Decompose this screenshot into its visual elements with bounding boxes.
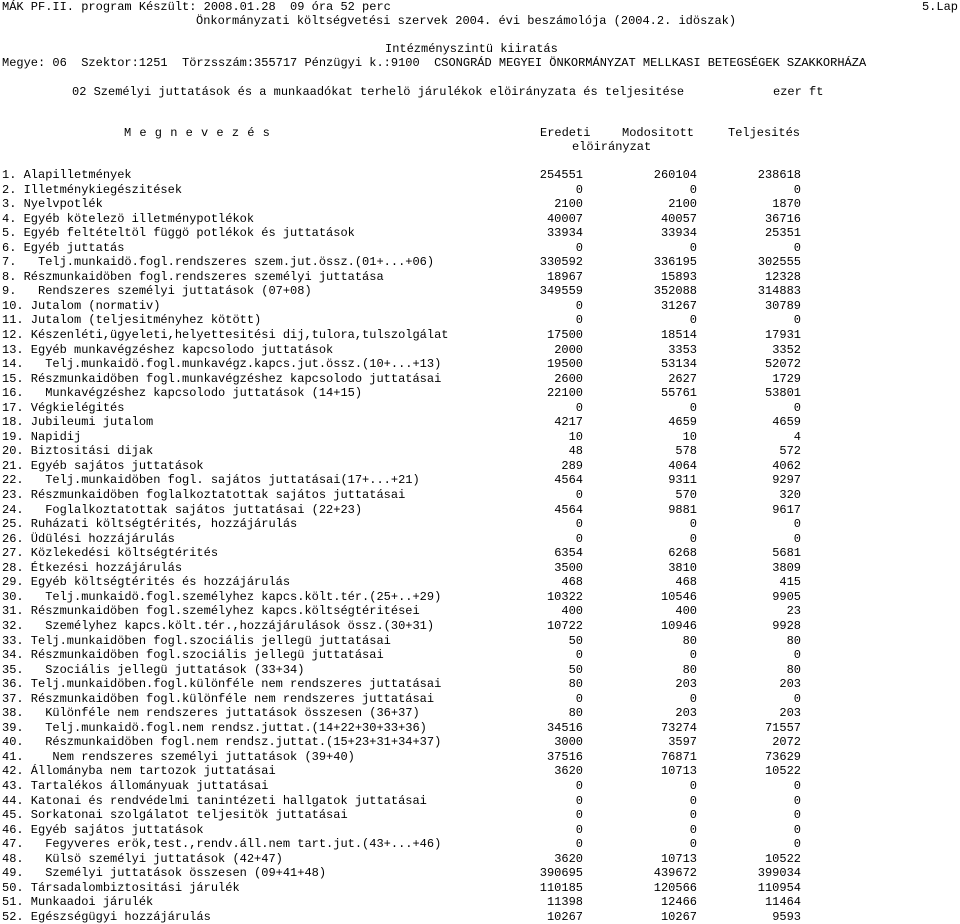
row-label: 24. Foglalkoztatottak sajátos juttatásai (22+23) [2,502,363,517]
table-row [0,532,960,547]
table-row [0,444,960,459]
value-completed: 110954 [757,880,801,895]
value-modified: 0 [689,822,697,837]
value-original: 10322 [546,589,583,604]
table-row [0,852,960,867]
value-original: 4564 [554,473,583,488]
value-original: 10722 [546,618,583,633]
value-completed: 320 [779,488,801,503]
value-original: 390695 [539,866,583,881]
row-label: 30. Telj.munkaidö.fogl.személyhez kapcs.költ.tér.(25+..+29) [2,589,442,604]
value-completed: 1729 [772,371,801,386]
value-completed: 0 [793,778,801,793]
value-original: 50 [568,662,583,677]
section-title: 02 Személyi juttatások és a munkaadókat terhelö járulékok elöirányzata és teljesitése [72,85,685,99]
value-modified: 400 [675,604,697,619]
table-row [0,284,960,299]
row-label: 18. Jubileumi jutalom [2,415,154,430]
value-completed: 0 [793,182,801,197]
table-row [0,299,960,314]
value-original: 50 [568,633,583,648]
table-row [0,619,960,634]
row-label: 41. Nem rendszeres személyi juttatások (39+40) [2,749,355,764]
row-label: 20. Biztositási dijak [2,444,154,459]
value-modified: 18514 [660,328,697,343]
table-row [0,357,960,372]
value-original: 400 [561,604,583,619]
row-label: 16. Munkavégzéshez kapcsolodo juttatások (14+15) [2,386,363,401]
value-original: 3000 [554,735,583,750]
value-completed: 9297 [772,473,801,488]
value-completed: 0 [793,240,801,255]
table-row [0,794,960,809]
table-row [0,692,960,707]
value-modified: 53134 [660,357,697,372]
row-label: 10. Jutalom (normativ) [2,298,161,313]
row-label: 48. Külsö személyi juttatások (42+47) [2,851,283,866]
table-row [0,386,960,401]
value-original: 0 [575,182,583,197]
value-modified: 203 [675,706,697,721]
row-label: 47. Fegyveres erök,test.,rendv.áll.nem tart.jut.(43+...+46) [2,837,442,852]
value-original: 34516 [546,720,583,735]
value-original: 6354 [554,546,583,561]
report-header-left: MÁK PF.II. program Készült: 2008.01.28 09 óra 52 perc [2,0,391,14]
value-completed: 9617 [772,502,801,517]
value-original: 0 [575,793,583,808]
value-completed: 3809 [772,560,801,575]
table-row [0,415,960,430]
value-modified: 0 [689,837,697,852]
value-completed: 203 [779,677,801,692]
row-label: 8. Részmunkaidöben fogl.rendszeres személyi juttatása [2,269,384,284]
value-original: 17500 [546,328,583,343]
value-completed: 80 [786,662,801,677]
table-row [0,473,960,488]
value-completed: 9928 [772,618,801,633]
row-label: 35. Szociális jellegü juttatások (33+34) [2,662,305,677]
value-modified: 4064 [668,458,697,473]
value-original: 10267 [546,909,583,924]
value-original: 0 [575,313,583,328]
value-completed: 415 [779,575,801,590]
table-row [0,721,960,736]
table-row [0,313,960,328]
value-original: 4217 [554,415,583,430]
value-completed: 0 [793,531,801,546]
value-original: 0 [575,517,583,532]
row-label: 3. Nyelvpotlék [2,197,103,212]
value-modified: 439672 [653,866,697,881]
value-modified: 10267 [660,909,697,924]
value-modified: 0 [689,531,697,546]
value-completed: 10522 [764,764,801,779]
row-label: 33. Telj.munkaidöben fogl.szociális jellegü juttatásai [2,633,391,648]
table-row [0,779,960,794]
value-original: 0 [575,298,583,313]
value-modified: 468 [675,575,697,590]
row-label: 29. Egyéb költségtérités és hozzájárulás [2,575,291,590]
row-label: 39. Telj.munkaidö.fogl.nem rendsz.juttat.(14+22+30+33+36) [2,720,427,735]
value-completed: 9593 [772,909,801,924]
row-label: 38. Különféle nem rendszeres juttatások összesen (36+37) [2,706,420,721]
value-modified: 570 [675,488,697,503]
data-table [0,168,960,924]
value-completed: 0 [793,517,801,532]
row-label: 46. Egyéb sajátos juttatások [2,822,204,837]
row-label: 13. Egyéb munkavégzéshez kapcsolodo juttatások [2,342,334,357]
row-label: 34. Részmunkaidöben fogl.szociális jellegü juttatásai [2,648,384,663]
row-label: 2. Illetménykiegészitések [2,182,183,197]
value-completed: 0 [793,400,801,415]
value-original: 19500 [546,357,583,372]
row-label: 1. Alapilletmények [2,168,132,182]
value-modified: 0 [689,182,697,197]
value-modified: 10 [682,429,697,444]
row-label: 11. Jutalom (teljesitményhez kötött) [2,313,262,328]
value-completed: 5681 [772,546,801,561]
value-modified: 80 [682,662,697,677]
table-row [0,546,960,561]
table-row [0,488,960,503]
value-modified: 260104 [653,168,697,182]
row-label: 31. Részmunkaidöben fogl.személyhez kapcs.költségtéritései [2,604,420,619]
table-row [0,677,960,692]
value-modified: 0 [689,808,697,823]
value-modified: 0 [689,778,697,793]
table-row [0,750,960,765]
row-label: 43. Tartalékos állományuak juttatásai [2,778,269,793]
table-row [0,372,960,387]
row-label: 36. Telj.munkaidöben.fogl.különféle nem rendszeres juttatásai [2,677,442,692]
table-row [0,881,960,896]
value-completed: 10522 [764,851,801,866]
value-original: 289 [561,458,583,473]
value-completed: 572 [779,444,801,459]
value-modified: 578 [675,444,697,459]
value-original: 33934 [546,226,583,241]
value-modified: 10713 [660,851,697,866]
value-modified: 0 [689,313,697,328]
value-completed: 0 [793,822,801,837]
value-original: 0 [575,837,583,852]
value-original: 80 [568,677,583,692]
value-original: 254551 [539,168,583,182]
table-row [0,910,960,924]
value-modified: 55761 [660,386,697,401]
value-modified: 0 [689,517,697,532]
value-modified: 31267 [660,298,697,313]
value-modified: 80 [682,633,697,648]
value-original: 0 [575,808,583,823]
value-modified: 0 [689,240,697,255]
row-label: 45. Sorkatonai szolgálatot teljesitök juttatásai [2,808,348,823]
row-label: 23. Részmunkaidöben foglalkoztatottak sajátos juttatásai [2,488,406,503]
row-label: 5. Egyéb feltételtöl függö potlékok és juttatások [2,226,355,241]
value-original: 0 [575,400,583,415]
table-row [0,241,960,256]
table-row [0,561,960,576]
value-original: 468 [561,575,583,590]
value-completed: 71557 [764,720,801,735]
value-original: 11398 [546,895,583,910]
table-row [0,459,960,474]
value-completed: 1870 [772,197,801,212]
table-row [0,823,960,838]
value-completed: 53801 [764,386,801,401]
value-modified: 336195 [653,255,697,270]
value-modified: 3597 [668,735,697,750]
row-label: 50. Társadalombiztositási járulék [2,880,240,895]
value-modified: 3353 [668,342,697,357]
value-original: 110185 [539,880,583,895]
value-modified: 40057 [660,211,697,226]
value-original: 2100 [554,197,583,212]
value-completed: 9905 [772,589,801,604]
row-label: 7. Telj.munkaidö.fogl.rendszeres szem.jut.össz.(01+...+06) [2,255,435,270]
value-modified: 352088 [653,284,697,299]
report-type: Intézményszintü kiiratás [385,42,558,56]
value-modified: 33934 [660,226,697,241]
value-original: 80 [568,706,583,721]
value-modified: 0 [689,691,697,706]
row-label: 25. Ruházati költségtérités, hozzájárulás [2,517,298,532]
row-label: 52. Egészségügyi hozzájárulás [2,909,211,924]
unit-label: ezer ft [773,85,824,99]
table-row [0,764,960,779]
value-completed: 4062 [772,458,801,473]
value-original: 18967 [546,269,583,284]
value-completed: 203 [779,706,801,721]
value-original: 4564 [554,502,583,517]
value-completed: 11464 [764,895,801,910]
value-modified: 76871 [660,749,697,764]
value-original: 0 [575,778,583,793]
row-label: 28. Étkezési hozzájárulás [2,560,183,575]
table-row [0,706,960,721]
table-row [0,401,960,416]
value-completed: 23 [786,604,801,619]
value-completed: 80 [786,633,801,648]
value-completed: 12328 [764,269,801,284]
row-label: 6. Egyéb juttatás [2,240,125,255]
value-completed: 0 [793,808,801,823]
row-label: 49. Személyi juttatások összesen (09+41+48) [2,866,327,881]
value-original: 22100 [546,386,583,401]
table-row [0,183,960,198]
value-completed: 314883 [757,284,801,299]
value-completed: 2072 [772,735,801,750]
value-completed: 4659 [772,415,801,430]
value-original: 40007 [546,211,583,226]
row-label: 42. Állományba nem tartozok juttatásai [2,764,276,779]
row-label: 12. Készenléti,ügyeleti,helyettesitési dij,tulora,tulszolgálat [2,328,449,343]
value-completed: 30789 [764,298,801,313]
value-original: 0 [575,240,583,255]
value-original: 48 [568,444,583,459]
row-label: 21. Egyéb sajátos juttatások [2,458,204,473]
table-row [0,270,960,285]
value-original: 3620 [554,764,583,779]
value-completed: 36716 [764,211,801,226]
value-completed: 25351 [764,226,801,241]
page-number: 5.Lap [921,0,958,14]
row-label: 40. Részmunkaidöben fogl.nem rendsz.juttat.(15+23+31+34+37) [2,735,442,750]
value-modified: 9881 [668,502,697,517]
row-label: 44. Katonai és rendvédelmi tanintézeti hallgatok juttatásai [2,793,427,808]
value-completed: 302555 [757,255,801,270]
value-original: 0 [575,488,583,503]
row-label: 26. Üdülési hozzájárulás [2,531,175,546]
value-modified: 0 [689,400,697,415]
value-original: 349559 [539,284,583,299]
value-completed: 0 [793,313,801,328]
value-modified: 4659 [668,415,697,430]
row-label: 4. Egyéb kötelezö illetménypotlékok [2,211,255,226]
value-completed: 399034 [757,866,801,881]
table-row [0,634,960,649]
value-completed: 0 [793,793,801,808]
value-completed: 0 [793,837,801,852]
table-row [0,735,960,750]
value-completed: 73629 [764,749,801,764]
table-row [0,430,960,445]
row-label: 27. Közlekedési költségtérités [2,546,219,561]
row-label: 15. Részmunkaidöben fogl.munkavégzéshez kapcsolodo juttatásai [2,371,442,386]
table-row [0,328,960,343]
table-row [0,575,960,590]
row-label: 9. Rendszeres személyi juttatások (07+08) [2,284,312,299]
value-completed: 238618 [757,168,801,182]
value-modified: 120566 [653,880,697,895]
table-row [0,168,960,183]
column-header-modified: Modositott [622,126,695,140]
value-modified: 6268 [668,546,697,561]
value-completed: 52072 [764,357,801,372]
table-row [0,663,960,678]
value-modified: 203 [675,677,697,692]
value-original: 37516 [546,749,583,764]
value-original: 3620 [554,851,583,866]
value-original: 0 [575,648,583,663]
table-row [0,648,960,663]
column-header-original: Eredeti [540,126,591,140]
row-label: 14. Telj.munkaidö.fogl.munkavégz.kapcs.jut.össz.(10+...+13) [2,357,442,372]
table-row [0,866,960,881]
value-modified: 2100 [668,197,697,212]
value-completed: 3352 [772,342,801,357]
table-row [0,837,960,852]
value-modified: 0 [689,793,697,808]
report-subtitle: Önkormányzati költségvetési szervek 2004. évi beszámolója (2004.2. idöszak) [196,14,737,28]
value-modified: 2627 [668,371,697,386]
row-label: 32. Személyhez kapcs.költ.tér.,hozzájárulások össz.(30+31) [2,618,435,633]
value-original: 3500 [554,560,583,575]
row-label: 37. Részmunkaidöben fogl.különféle nem rendszeres juttatásai [2,691,435,706]
value-original: 2600 [554,371,583,386]
column-header-original-line2: elöirányzat [572,140,652,154]
value-modified: 12466 [660,895,697,910]
table-row [0,212,960,227]
row-label: 22. Telj.munkaidöben fogl. sajátos juttatásai(17+...+21) [2,473,420,488]
table-row [0,517,960,532]
column-header-name: M e g n e v e z é s [124,126,271,140]
value-modified: 0 [689,648,697,663]
value-completed: 4 [793,429,801,444]
value-original: 0 [575,531,583,546]
table-row [0,808,960,823]
row-label: 19. Napidij [2,429,82,444]
value-original: 10 [568,429,583,444]
value-modified: 9311 [668,473,697,488]
value-modified: 3810 [668,560,697,575]
value-modified: 10546 [660,589,697,604]
table-row [0,197,960,212]
value-completed: 17931 [764,328,801,343]
table-row [0,604,960,619]
value-original: 330592 [539,255,583,270]
value-modified: 10713 [660,764,697,779]
row-label: 17. Végkielégités [2,400,125,415]
institution-line: Megye: 06 Szektor:1251 Törzsszám:355717 Pénzügyi k.:9100 CSONGRÁD MEGYEI ÖNKORMÁNYZAT MELLKASI BETEGSÉGEK SZAKKORHÁZA [2,56,867,70]
table-row [0,503,960,518]
value-modified: 15893 [660,269,697,284]
value-completed: 0 [793,691,801,706]
row-label: 51. Munkaadoi járulék [2,895,154,910]
table-row [0,255,960,270]
table-row [0,590,960,605]
value-modified: 73274 [660,720,697,735]
table-row [0,343,960,358]
table-row [0,226,960,241]
value-completed: 0 [793,648,801,663]
column-header-completed: Teljesités [728,126,801,140]
value-modified: 10946 [660,618,697,633]
value-original: 0 [575,691,583,706]
value-original: 2000 [554,342,583,357]
value-original: 0 [575,822,583,837]
